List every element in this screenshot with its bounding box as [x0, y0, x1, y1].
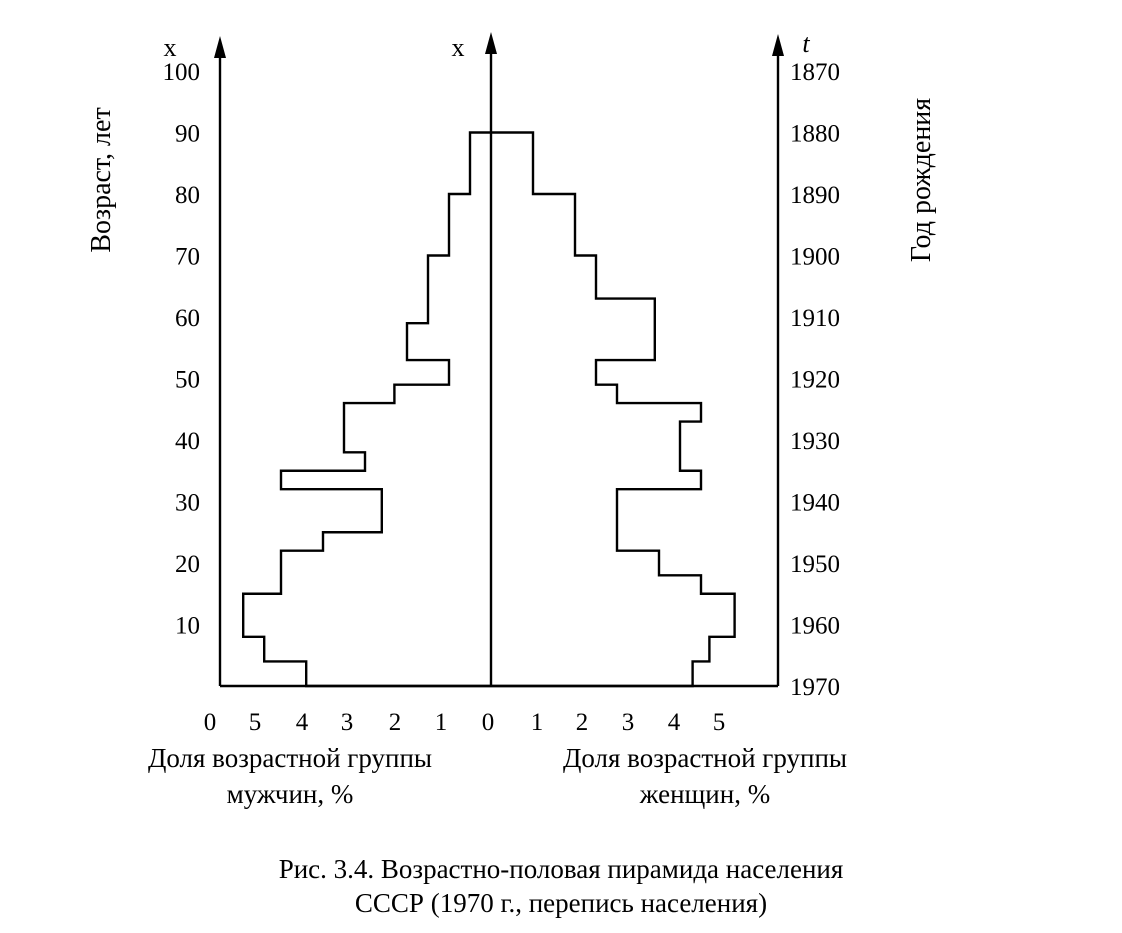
bar-male-15: [470, 169, 491, 194]
center-axis-arrowhead: [485, 32, 497, 54]
bar-male-7: [365, 452, 491, 470]
bar-female-2: [491, 594, 735, 637]
center-axis-arrow-label: x: [451, 33, 465, 62]
x-label-female-line2: женщин, %: [639, 779, 771, 809]
left-tick-10: 10: [175, 612, 200, 640]
x-label-female-line1: Доля возрастной группы: [562, 743, 848, 773]
bar-female-6: [491, 471, 701, 489]
x-tick-male-0: 0: [203, 709, 217, 736]
axes: [214, 32, 784, 686]
bar-female-12: [491, 323, 655, 360]
left-tick-90: 90: [175, 120, 200, 148]
right-tick-1880: 1880: [790, 120, 840, 148]
bar-male-16: [470, 133, 491, 170]
x-label-male: [90, 740, 490, 812]
figure-caption: Рис. 3.4. Возрастно-половая пирамида населения СССР (1970 г., перепись населения): [278, 854, 844, 918]
bar-female-13: [491, 299, 655, 324]
left-tick-40: 40: [175, 428, 200, 455]
bar-male-0: [306, 661, 491, 686]
y-axis-label-birth-year: Год рождения: [906, 97, 937, 263]
y-axis-label-age: Возраст, лет: [86, 107, 117, 253]
bar-male-6: [281, 471, 491, 489]
tick-labels: [163, 59, 841, 736]
left-tick-60: 60: [175, 305, 200, 332]
right-tick-1950: 1950: [790, 551, 840, 578]
x-tick-female-2: 3: [621, 709, 635, 736]
bar-female-16: [491, 133, 533, 195]
bar-female-15: [491, 194, 575, 256]
right-tick-1920: 1920: [790, 366, 840, 394]
right-axis-arrow-label: t: [802, 29, 810, 58]
right-tick-1910: 1910: [790, 305, 840, 332]
left-tick-80: 80: [175, 182, 200, 209]
x-tick-female-0: 1: [530, 709, 544, 736]
right-tick-1970: 1970: [790, 674, 840, 701]
bar-male-14: [449, 194, 491, 256]
right-tick-1890: 1890: [790, 182, 840, 209]
bar-male-3: [281, 551, 491, 594]
left-tick-100: 100: [162, 59, 200, 86]
x-label-female: [500, 740, 910, 812]
series-female-outline: [491, 133, 735, 687]
bar-male-5: [382, 489, 491, 532]
right-tick-1940: 1940: [790, 489, 840, 517]
bar-female-7: [491, 452, 680, 470]
bars: [243, 133, 734, 687]
left-tick-20: 20: [175, 551, 200, 578]
right-tick-1870: 1870: [790, 59, 840, 86]
x-tick-male-3: 3: [340, 709, 354, 736]
x-tick-female-3: 4: [667, 709, 681, 736]
right-tick-1900: 1900: [790, 243, 840, 271]
bar-male-4: [323, 532, 491, 550]
bar-female-14: [491, 256, 596, 299]
bar-female-4: [491, 551, 659, 576]
x-tick-male-1: 5: [248, 709, 262, 736]
left-axis-arrow-label: x: [163, 33, 177, 62]
bar-male-2: [243, 594, 491, 637]
x-label-male-line2: мужчин, %: [226, 779, 354, 809]
x-tick-male-2: 4: [295, 709, 309, 736]
bar-male-9: [394, 385, 491, 403]
right-tick-1930: 1930: [790, 428, 840, 455]
x-tick-male-5: 1: [434, 709, 448, 736]
series-male-outline: [243, 133, 491, 687]
bar-male-10: [449, 360, 491, 385]
x-tick-male-6: 0: [481, 709, 495, 736]
bar-female-3: [491, 575, 701, 593]
x-tick-female-4: 5: [712, 709, 726, 736]
bar-male-12: [428, 299, 491, 324]
bar-male-11: [407, 323, 491, 360]
x-tick-female-1: 2: [575, 709, 589, 736]
bar-female-5: [491, 489, 617, 551]
bar-male-13: [428, 256, 491, 299]
left-tick-30: 30: [175, 489, 200, 517]
bar-female-11: [491, 360, 596, 385]
bar-female-8: [491, 422, 680, 453]
left-tick-50: 50: [175, 366, 200, 394]
bar-female-9: [491, 403, 701, 421]
right-axis-arrowhead: [772, 34, 784, 56]
bar-female-10: [491, 385, 617, 403]
bar-female-0: [491, 661, 693, 686]
bar-male-1: [264, 637, 491, 662]
left-axis-arrowhead: [214, 36, 226, 58]
bar-female-1: [491, 637, 709, 662]
right-tick-1960: 1960: [790, 612, 840, 640]
left-tick-70: 70: [175, 243, 200, 271]
x-label-male-line1: Доля возрастной группы: [147, 743, 433, 773]
x-tick-male-4: 2: [388, 709, 402, 736]
bar-male-8: [344, 403, 491, 452]
